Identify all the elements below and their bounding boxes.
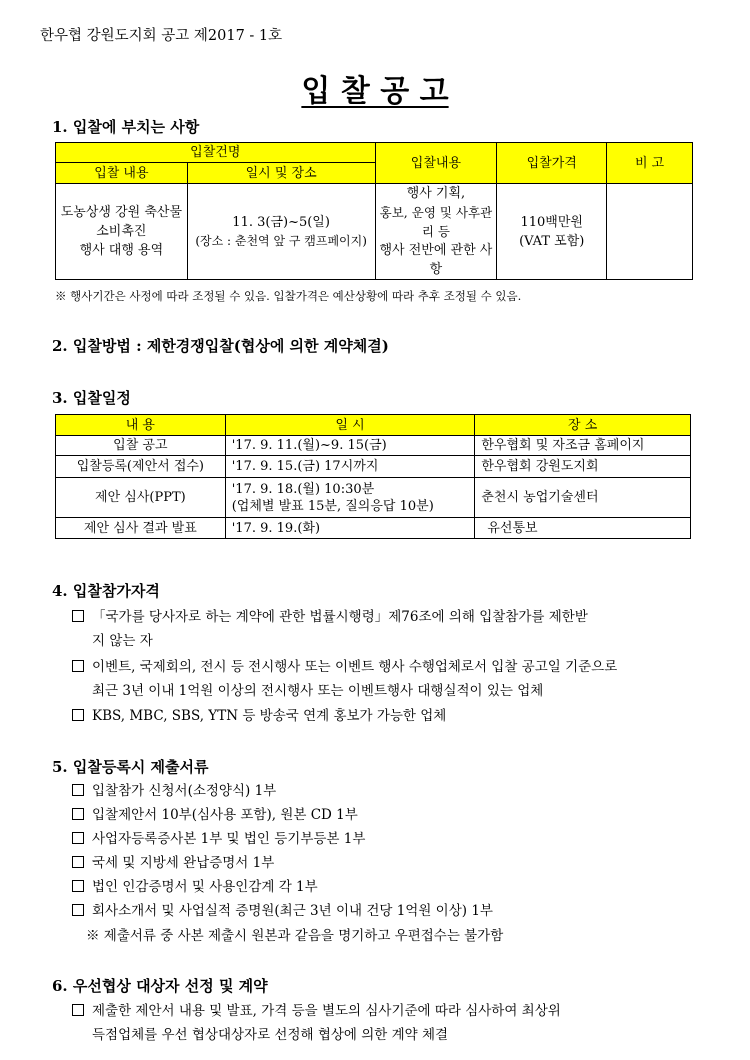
- section6-heading: 6. 우선협상 대상자 선정 및 계약: [52, 977, 268, 995]
- table-row: 입찰 공고 '17. 9. 11.(월)~9. 15(금) 한우협회 및 자조금 홈페이지: [56, 436, 691, 456]
- checkbox-icon: [72, 904, 84, 916]
- list-item: 이벤트, 국제회의, 전시 등 전시행사 또는 이벤트 행사 수행업체로서 입찰 공고일 기준으로: [72, 655, 617, 679]
- list-item: 국세 및 지방세 완납증명서 1부: [72, 851, 274, 875]
- table-row: 제안 심사(PPT) '17. 9. 18.(월) 10:30분 (업체별 발표 15분, 질의응답 10분) 춘천시 농업기술센터: [56, 478, 691, 518]
- table-row: 제안 심사 결과 발표 '17. 9. 19.(화) 유선통보: [56, 518, 691, 539]
- section5-heading: 5. 입찰등록시 제출서류: [52, 758, 209, 776]
- checkbox-icon: [72, 610, 84, 622]
- list-item: 회사소개서 및 사업실적 증명원(최근 3년 이내 건당 1억원 이상) 1부: [72, 899, 493, 923]
- header-bid-content: 입찰내용: [375, 143, 497, 184]
- notice-number: 한우협 강원도지회 공고 제2017 - 1호: [40, 28, 283, 44]
- checkbox-icon: [72, 880, 84, 892]
- list-item-continuation: 지 않는 자: [92, 633, 153, 649]
- list-item-continuation: 득점업체를 우선 협상대상자로 선정해 협상에 의한 계약 체결: [92, 1027, 449, 1043]
- checkbox-icon: [72, 709, 84, 721]
- list-item: 입찰참가 신청서(소정양식) 1부: [72, 779, 276, 803]
- list-item: 제출한 제안서 내용 및 발표, 가격 등을 별도의 심사기준에 따라 심사하여 최상위: [72, 999, 561, 1023]
- section1-heading: 1. 입찰에 부치는 사항: [52, 118, 200, 136]
- date-place-cell: 11. 3(금)~5(일) (장소 : 춘천역 앞 구 캠프페이지): [187, 184, 375, 280]
- list-item: KBS, MBC, SBS, YTN 등 방송국 연계 홍보가 가능한 업체: [72, 704, 446, 728]
- section1-footnote: ※ 행사기간은 사정에 따라 조정될 수 있음. 입찰가격은 예산상황에 따라 추후 조정될 수 있음.: [55, 289, 522, 303]
- bid-name-cell: 도농상생 강원 축산물 소비촉진 행사 대행 용역: [56, 184, 188, 280]
- header-date-place: 일시 및 장소: [187, 163, 375, 184]
- checkbox-icon: [72, 832, 84, 844]
- list-item-continuation: 최근 3년 이내 1억원 이상의 전시행사 또는 이벤트행사 대행실적이 있는 업체: [92, 683, 544, 699]
- note-cell: [607, 184, 693, 280]
- header-note: 비 고: [607, 143, 693, 184]
- bid-content-cell: 행사 기획, 홍보, 운영 및 사후관리 등 행사 전반에 관한 사항: [375, 184, 497, 280]
- bid-price-cell: 110백만원 (VAT 포함): [497, 184, 607, 280]
- section3-heading: 3. 입찰일정: [52, 389, 131, 407]
- header-bid-name: 입찰건명: [56, 143, 376, 163]
- checkbox-icon: [72, 856, 84, 868]
- schedule-header-place: 장 소: [475, 415, 691, 436]
- list-item: 입찰제안서 10부(심사용 포함), 원본 CD 1부: [72, 803, 358, 827]
- section5-note: ※ 제출서류 중 사본 제출시 원본과 같음을 명기하고 우편접수는 불가함: [86, 928, 504, 944]
- header-bid-price: 입찰가격: [497, 143, 607, 184]
- list-item: 법인 인감증명서 및 사용인감계 각 1부: [72, 875, 318, 899]
- page-title: 입 찰 공 고: [301, 74, 449, 109]
- schedule-table: [55, 414, 691, 539]
- checkbox-icon: [72, 808, 84, 820]
- section2-heading: 2. 입찰방법 : 제한경쟁입찰(협상에 의한 계약체결): [52, 337, 389, 355]
- schedule-header-content: 내 용: [56, 415, 226, 436]
- schedule-header-date: 일 시: [225, 415, 475, 436]
- table-row: 입찰등록(제안서 접수) '17. 9. 15.(금) 17시까지 한우협회 강원도지회: [56, 456, 691, 478]
- table-row: [56, 184, 693, 280]
- section4-heading: 4. 입찰참가자격: [52, 582, 160, 600]
- header-content-sub: 입찰 내용: [56, 163, 188, 184]
- checkbox-icon: [72, 1004, 84, 1016]
- checkbox-icon: [72, 660, 84, 672]
- list-item: 「국가를 당사자로 하는 계약에 관한 법률시행령」제76조에 의해 입찰참가를 제한받: [72, 605, 588, 629]
- bid-items-table: [55, 142, 693, 280]
- list-item: 사업자등록증사본 1부 및 법인 등기부등본 1부: [72, 827, 365, 851]
- checkbox-icon: [72, 784, 84, 796]
